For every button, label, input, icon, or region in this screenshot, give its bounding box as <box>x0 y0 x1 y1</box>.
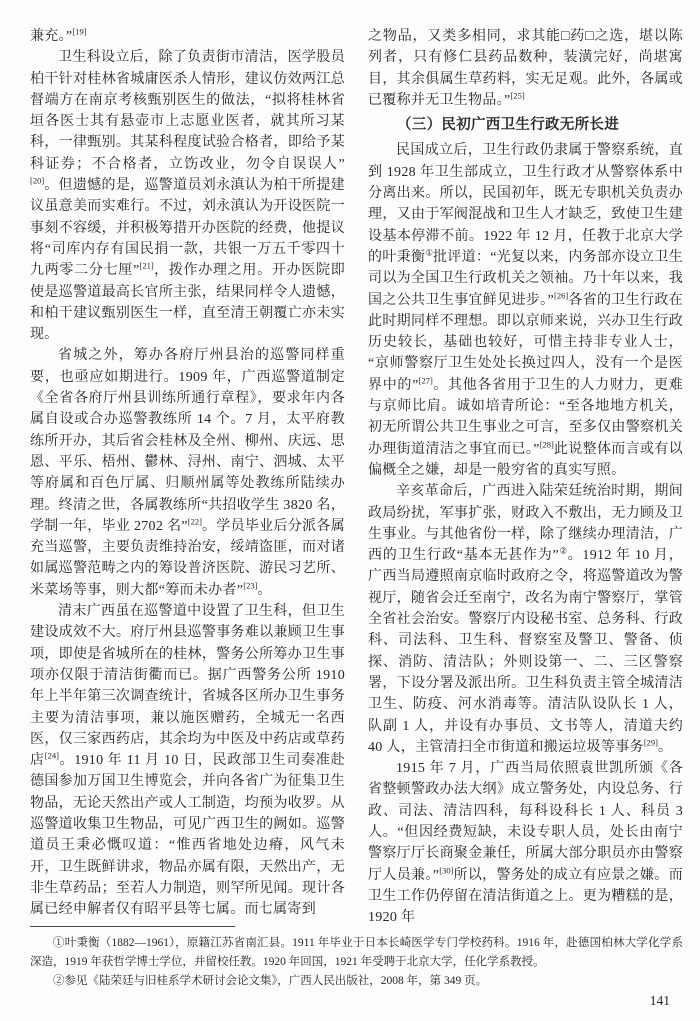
body-paragraph: 辛亥革命后，广西进入陆荣廷统治时期，期间政局纷扰，军事扩张，财政入不敷出，无力顾及卫生事业。与其他省份一样，除了继续办理清洁，广西的卫生行政“基本无甚作为”②。1912 年 10 月，广西当局遵照南京临时政府之令，将巡警道改为警视厅，随省会迁至南宁，改名为南宁警察厅，掌管全省社会治安。警察厅内设秘书室、总务科、行政科、司法科、卫生科、督察室及警卫、警备、侦探、消防、清洁队；外则设第一、二、三区警察署，下设分署及派出所。卫生科负责主管全城清洁卫生、防疫、河水消毒等。清洁队设队长 1 人，队副 1 人，并设有办事员、文书等人，清道夫约 40 人，主管清扫全市街道和搬运垃圾等事务[29]。 <box>368 484 683 755</box>
body-paragraph: 清末广西虽在巡警道中设置了卫生科，但卫生建设成效不大。府厅州县巡警事务难以兼顾卫生事项，即使是省城所在的桂林，警务公所筹办卫生事项亦仅限于清洁街衢而已。据广西警务公所 1910 年上半年第三次调查统计，省城各区所办卫生事务主要为清洁事项，兼以施医赠药，全城无一名西医，仅三家西药店，其余均为中医及中药店或草药店[24]。1910 年 11 月 10 日，民政部卫生司奏准赴德国参加万国卫生博览会，并向各省广为征集卫生物品，无论天然出产或人工制造，均预为收罗。从巡警道收集卫生物品，可见广西卫生的阙如。巡警道员王秉必慨叹道：“惟西省地处边瘠，风气未开，卫生既鲜讲求，物品亦属有限，天然出产，无非生草药品；至若人力制造，则罕所见闻。现计各属已经申解者仅有昭平县等七属。而七属寄到 <box>30 604 345 918</box>
body-paragraph: 卫生科设立后，除了负责街市清洁，医学股员柏干针对桂林省城庸医杀人情形，建议仿效两江总督端方在南京考核甄别医生的做法，“拟将桂林省垣各医士其有悬壶市上志愿业医者，就其所习某科，一律甄别。其某科程度试验合格者，即给予某科证券；不合格者，立饬改业，勿令自误误人”[20]。但遗憾的是，巡警道员刘永滇认为柏干所提建议虽意美而实难行。不过，刘永滇认为开设医院一事刻不容缓，并积极筹措开办医院的经费，他提议将“司库内存有国民捐一款，共银一万五千零四十九两零二分七厘”[21]，拨作办理之用。开办医院即使是巡警道最高长官所主张，结果同样令人遗憾，和柏干建议甄别医生一样，直至清王朝覆亡亦未实现。 <box>30 50 345 343</box>
footnote-divider <box>30 926 235 927</box>
section-heading: （三）民初广西卫生行政无所长进 <box>397 117 619 134</box>
body-paragraph-continuation: 兼充。”[19] <box>30 26 87 44</box>
text-columns <box>30 26 683 928</box>
page-number: 141 <box>649 993 670 1008</box>
footnote-area <box>30 926 683 991</box>
body-paragraph-continuation: 之物品，又类多相同，求其能□药□之选，堪以陈列者，只有修仁县药品数种，装潢完好，尚堪寓目，其余俱属生草药料，实无足观。此外，各属或已覆称并无卫生物品。”[25] <box>368 29 683 108</box>
body-paragraph: 省城之外，筹办各府厅州县治的巡警同样重要，也亟应如期进行。1909 年，广西巡警道制定《全省各府厅州县训练所通行章程》，要求年内各属自设或合办巡警教练所 14 个。7 月，太平府教练所开办，其后省会桂林及全州、柳州、庆远、思恩、平乐、梧州、鬱林、浔州、南宁、泗城、太平等府属和百色厅属、归顺州属等处教练所陆续办理。终清之世，各属教练所“共招收学生 3820 名，学制一年，毕业 2702 名”[22]。学员毕业后分派各属充当巡警，主要负责维持治安，绥靖盗匪，而对诸如属巡警范畴之内的筹设普济医院、游民习艺所、米菜场等事，则大都“筹而未办者”[23]。 <box>30 348 346 598</box>
right-column <box>368 26 683 928</box>
left-column <box>30 26 345 928</box>
body-paragraph: 1915 年 7 月，广西当局依照袁世凯所颁《各省整顿警政办法大纲》成立警务处，内设总务、行政、司法、清洁四科，每科设科长 1 人、科员 3 人。“但因经费短缺，未设专职人员，处长由南宁警察厅厅长商聚金兼任，所属大部分职员亦由警察厅人员兼。”[30]所以，警务处的成立有应景之嫌。而卫生工作仍停留在清洁街道之上。更为糟糕的是，1920 年 <box>368 761 683 926</box>
footnote-2: ②参见《陆荣廷与旧桂系学术研讨会论文集》，广西人民出版社，2008 年，第 349 页。 <box>53 975 488 987</box>
footnote-1: ①叶秉衡（1882—1961），原籍江苏省南汇县。1911 年毕业于日本长崎医学专门学校药科。1916 年，赴德国柏林大学化学系深造，1919 年获哲学博士学位，并留校任教。1920 年回国，1921 年受聘于北京大学，任化学系教授。 <box>30 937 683 968</box>
body-paragraph: 民国成立后，卫生行政仍隶属于警察系统，直到 1928 年卫生部成立，卫生行政才从警察体系中分离出来。所以，民国初年，既无专职机关负责办理，又由于军阀混战和卫生人才缺乏，致使卫生建设基本停滞不前。1922 年 12 月，任教于北京大学的叶秉衡①批评道：“光复以来，内务部亦设立卫生司以为全国卫生行政机关之领袖。乃十年以来，我国之公共卫生事宜鲜见进步。”[26]各省的卫生行政在此时期同样不理想。即以京师来说，兴办卫生行政历史较长，基础也较好，可惜主持非专业人士，“京师警察厅卫生处处长换过四人，没有一个是医界中的”[27]。其他各省用于卫生的人力财力，更难与京师比肩。诚如培青所论：“至各地地方机关，初无所谓公共卫生事业之可言，至多仅由警察机关办理街道清洁之事宜而已。”[28]此说整体而言或有以偏概全之嫌，却是一般穷省的真实写照。 <box>368 143 684 478</box>
